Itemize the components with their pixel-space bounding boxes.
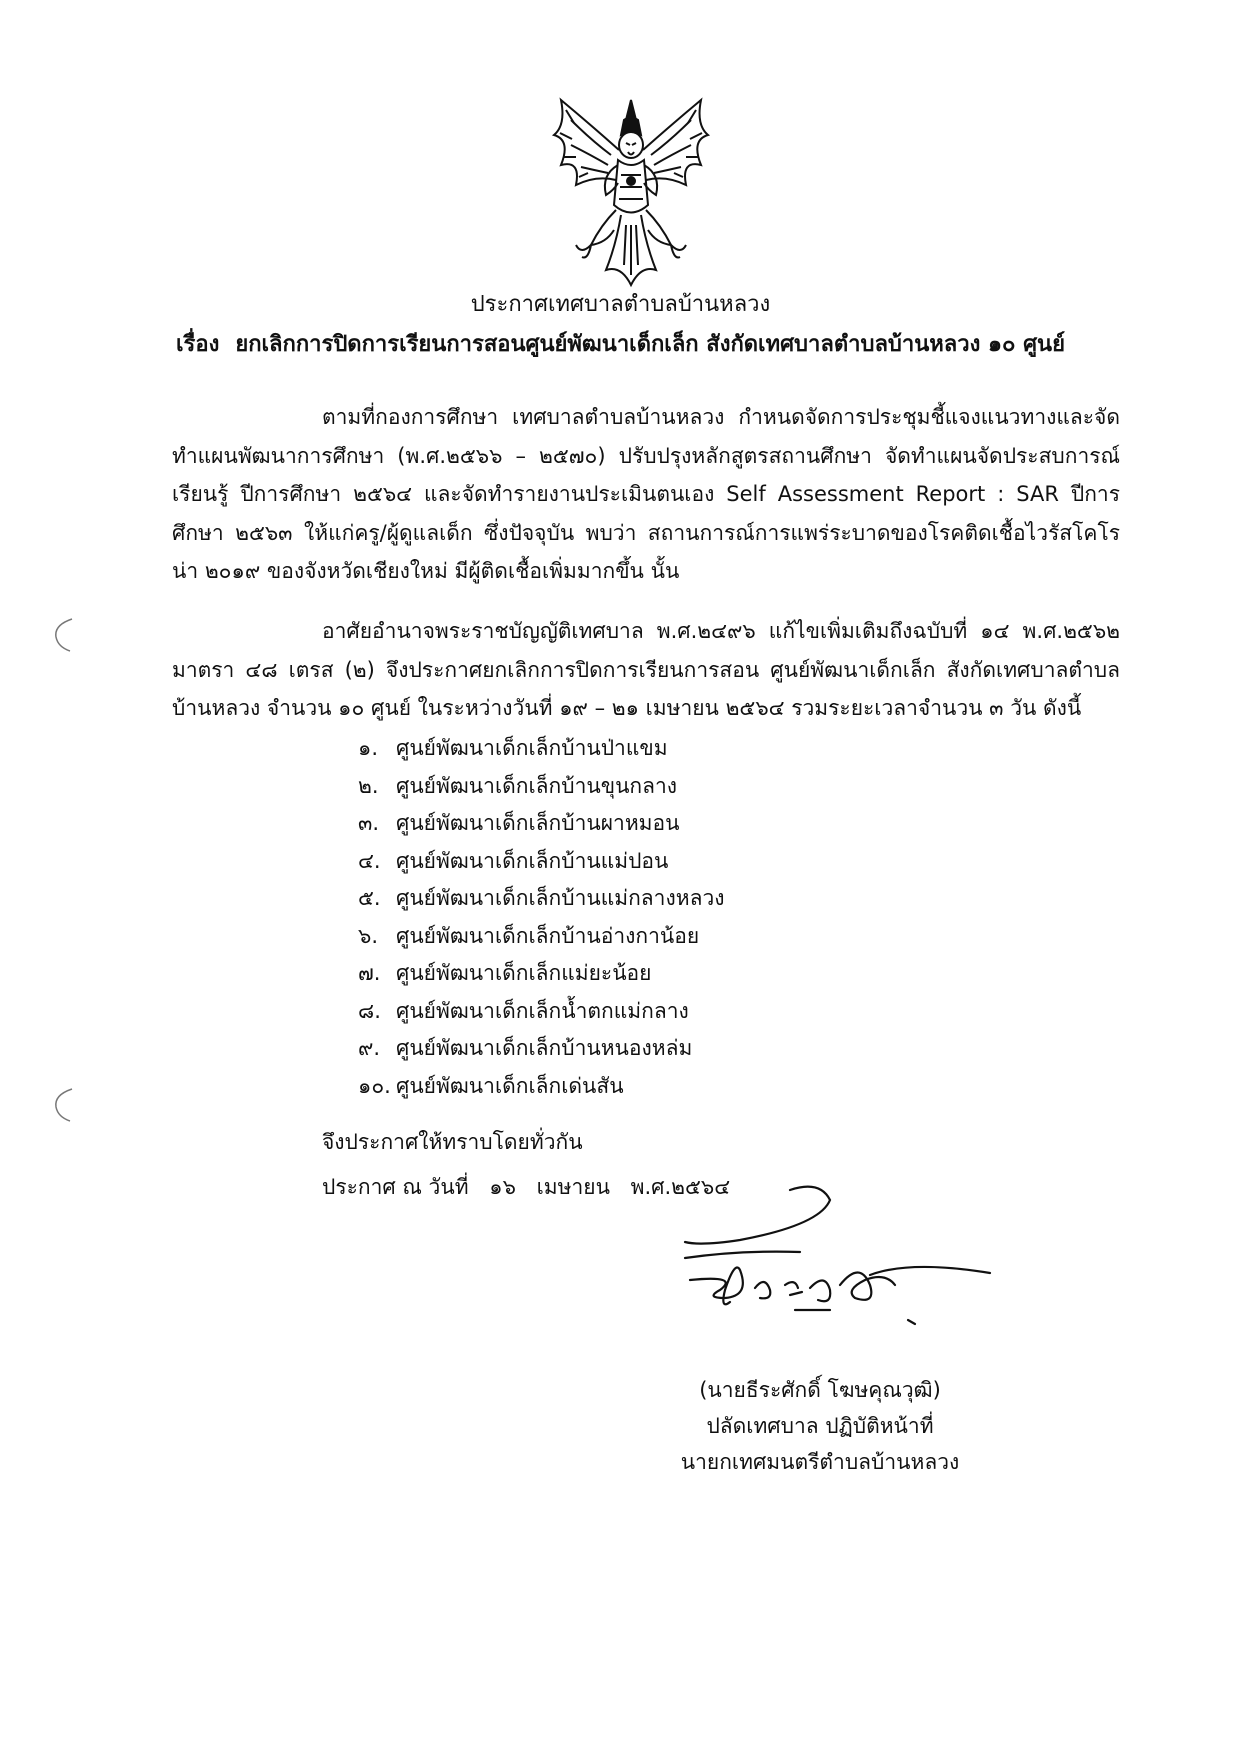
subject-text: ยกเลิกการปิดการเรียนการสอนศูนย์พัฒนาเด็กเล็ก สังกัดเทศบาลตำบลบ้านหลวง ๑๐ ศูนย์ <box>235 332 1065 357</box>
center-list <box>358 730 724 1105</box>
list-item-number: ๑. <box>358 736 379 760</box>
list-item-name: ศูนย์พัฒนาเด็กเล็กบ้านหนองหล่ม <box>396 1036 693 1060</box>
list-item <box>358 955 724 993</box>
list-item <box>358 768 724 806</box>
handwritten-signature <box>680 1180 1010 1340</box>
list-item-number: ๘. <box>358 998 381 1023</box>
list-item-number: ๕. <box>358 886 381 910</box>
signatory-title: นายกเทศมนตรีตำบลบ้านหลวง <box>680 1450 960 1474</box>
date-prefix: ประกาศ ณ วันที่ <box>322 1175 469 1199</box>
list-item-number: ๓. <box>358 811 380 835</box>
announcement-title: ประกาศเทศบาลตำบลบ้านหลวง <box>470 292 771 317</box>
list-item-name: ศูนย์พัฒนาเด็กเล็กแม่ยะน้อย <box>396 961 652 985</box>
list-item <box>358 805 724 843</box>
list-item-name: ศูนย์พัฒนาเด็กเล็กบ้านผาหมอน <box>396 811 680 835</box>
list-item-name: ศูนย์พัฒนาเด็กเล็กบ้านอ่างกาน้อย <box>396 923 700 948</box>
list-item-name: ศูนย์พัฒนาเด็กเล็กบ้านแม่ปอน <box>396 848 669 873</box>
list-item <box>358 843 724 881</box>
closing-statement: จึงประกาศให้ทราบโดยทั่วกัน <box>322 1130 583 1154</box>
date-year: พ.ศ.๒๕๖๔ <box>630 1175 731 1199</box>
signatory-name: (นายธีระศักดิ์ โฆษคุณวุฒิ) <box>699 1378 941 1402</box>
list-item-name: ศูนย์พัฒนาเด็กเล็กบ้านแม่กลางหลวง <box>396 886 725 910</box>
date-month: เมษายน <box>536 1175 610 1199</box>
list-item-number: ๙. <box>358 1036 381 1060</box>
list-item <box>358 1068 724 1106</box>
list-item-name: ศูนย์พัฒนาเด็กเล็กน้ำตกแม่กลาง <box>396 998 689 1023</box>
list-item <box>358 1030 724 1068</box>
list-item-number: ๗. <box>358 961 381 985</box>
body-paragraph-2: อาศัยอำนาจพระราชบัญญัติเทศบาล พ.ศ.๒๔๙๖ แก้ไขเพิ่มเติมถึงฉบับที่ ๑๔ พ.ศ.๒๕๖๒ มาตรา ๔๘ เตรส (๒) จึงประกาศยกเลิกการปิดการเรียนการสอน ศูนย์พัฒนาเด็กเล็ก สังกัดเทศบาลตำบลบ้านหลวง จำนวน ๑๐ ศูนย์ ในระหว่างวันที่ ๑๙ – ๒๑ เมษายน ๒๕๖๔ รวมระยะเวลาจำนวน ๓ วัน ดังนี้ <box>172 619 1120 720</box>
list-item <box>358 918 724 956</box>
list-item <box>358 880 724 918</box>
list-item-name: ศูนย์พัฒนาเด็กเล็กบ้านขุนกลาง <box>396 773 678 798</box>
subject-label: เรื่อง <box>176 332 220 357</box>
signatory-block <box>670 1372 970 1480</box>
garuda-emblem-icon <box>546 95 716 290</box>
list-item-number: ๔. <box>358 848 381 873</box>
punch-hole-mark-icon <box>50 1085 80 1125</box>
list-item-number: ๒. <box>358 773 379 798</box>
list-item <box>358 993 724 1031</box>
list-item-name: ศูนย์พัฒนาเด็กเล็กบ้านป่าแขม <box>396 736 668 760</box>
list-item-name: ศูนย์พัฒนาเด็กเล็กเด่นสัน <box>396 1073 624 1098</box>
list-item-number: ๑๐. <box>358 1073 391 1098</box>
punch-hole-mark-icon <box>50 615 80 655</box>
date-day: ๑๖ <box>489 1175 516 1199</box>
list-item-number: ๖. <box>358 923 379 948</box>
subject-line <box>0 330 1241 360</box>
list-item <box>358 730 724 768</box>
signatory-position: ปลัดเทศบาล ปฏิบัติหน้าที่ <box>706 1414 934 1438</box>
body-paragraph-1: ตามที่กองการศึกษา เทศบาลตำบลบ้านหลวง กำหนดจัดการประชุมชี้แจงแนวทางและจัดทำแผนพัฒนาการศึกษา (พ.ศ.๒๕๖๖ – ๒๕๗๐) ปรับปรุงหลักสูตรสถานศึกษา จัดทำแผนจัดประสบการณ์เรียนรู้ ปีการศึกษา ๒๕๖๔ และจัดทำรายงานประเมินตนเอง Self Assessment Report : SAR ปีการศึกษา ๒๕๖๓ ให้แก่ครู/ผู้ดูแลเด็ก ซึ่งปัจจุบัน พบว่า สถานการณ์การแพร่ระบาดของโรคติดเชื้อไวรัสโคโรน่า ๒๐๑๙ ของจังหวัดเชียงใหม่ มีผู้ติดเชื้อเพิ่มมากขึ้น นั้น <box>172 405 1120 583</box>
